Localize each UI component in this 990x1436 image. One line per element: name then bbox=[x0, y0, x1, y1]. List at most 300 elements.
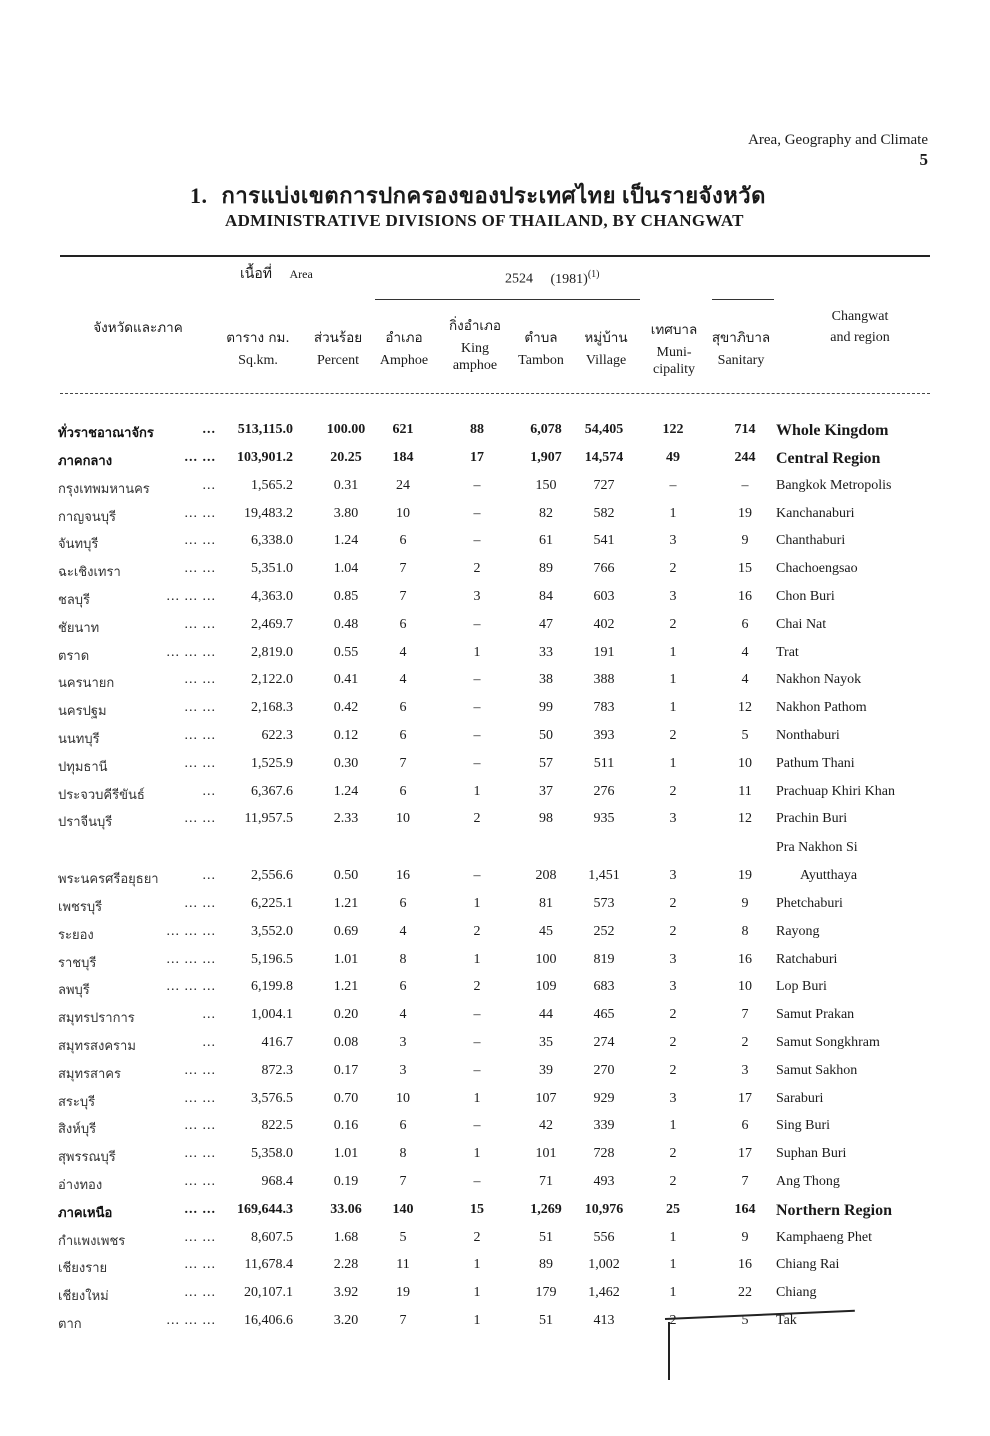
cell-area: 2,819.0 bbox=[251, 644, 293, 660]
cell-king: 1 bbox=[473, 1257, 481, 1273]
cell-king: 17 bbox=[470, 450, 484, 465]
cell-sanitary: 2 bbox=[741, 1035, 749, 1050]
cell-amphoe: 24 bbox=[396, 477, 410, 493]
header-muni-english-2: cipality bbox=[653, 362, 695, 377]
header-sanitary-thai: สุขาภิบาล bbox=[711, 330, 771, 346]
cell-th: ทั่วราชอาณาจักร bbox=[58, 426, 154, 441]
cell-village: 10,976 bbox=[584, 1201, 624, 1217]
cell-muni: 2 bbox=[669, 923, 677, 939]
cell-muni: 2 bbox=[669, 896, 677, 911]
cell-tambon: 82 bbox=[539, 505, 553, 521]
cell-king: – bbox=[473, 1007, 481, 1023]
cell-area: 6,199.8 bbox=[251, 979, 293, 995]
cell-king: 1 bbox=[473, 896, 481, 911]
cell-pct: 1.01 bbox=[333, 951, 359, 967]
table-row bbox=[0, 1091, 990, 1119]
section-name: Area, Geography and Climate bbox=[748, 132, 928, 148]
cell-king: – bbox=[473, 533, 481, 549]
cell-tambon: 150 bbox=[535, 477, 557, 493]
cell-muni: 3 bbox=[669, 951, 677, 967]
cell-dots: ... ... bbox=[184, 700, 216, 716]
cell-tambon: 38 bbox=[539, 672, 553, 688]
cell-amphoe: 7 bbox=[399, 1174, 407, 1189]
table-title-thai bbox=[190, 178, 766, 213]
cell-area: 3,576.5 bbox=[251, 1090, 293, 1106]
cell-area: 19,483.2 bbox=[244, 505, 293, 521]
cell-amphoe: 3 bbox=[399, 1035, 407, 1050]
cell-th: ตราด bbox=[58, 648, 90, 664]
header-area-group bbox=[240, 266, 350, 283]
header-bottom-rule bbox=[60, 393, 930, 394]
cell-tambon: 61 bbox=[539, 533, 553, 549]
cell-th: จันทบุรี bbox=[58, 537, 99, 553]
cell-village: 54,405 bbox=[584, 422, 624, 437]
header-year-english: (1981) bbox=[550, 271, 588, 287]
cell-sanitary: 7 bbox=[741, 1007, 749, 1023]
cell-tambon: 208 bbox=[535, 868, 557, 884]
cell-village: 339 bbox=[593, 1118, 615, 1134]
cell-village: 388 bbox=[593, 672, 615, 688]
cell-sanitary: 10 bbox=[738, 755, 752, 771]
cell-pct: 0.70 bbox=[333, 1090, 359, 1106]
table-row bbox=[0, 756, 990, 784]
table-row bbox=[0, 1230, 990, 1258]
cell-amphoe: 6 bbox=[399, 616, 407, 632]
table-row bbox=[0, 979, 990, 1007]
cell-sanitary: 164 bbox=[734, 1201, 756, 1217]
cell-sanitary: 17 bbox=[738, 1146, 752, 1162]
table-row-region bbox=[0, 422, 990, 450]
cell-en: Chon Buri bbox=[776, 589, 835, 604]
cell-sanitary: 4 bbox=[741, 672, 749, 688]
cell-king: 1 bbox=[473, 1313, 481, 1328]
cell-king: – bbox=[473, 505, 481, 521]
cell-king: – bbox=[473, 755, 481, 771]
cell-en: Samut Songkhram bbox=[776, 1035, 880, 1050]
cell-village: 511 bbox=[593, 755, 615, 771]
cell-sanitary: 8 bbox=[741, 923, 749, 939]
cell-muni: 3 bbox=[669, 868, 677, 884]
cell-en: Bangkok Metropolis bbox=[776, 477, 892, 493]
cell-amphoe: 6 bbox=[399, 979, 407, 995]
cell-pct: 1.21 bbox=[333, 896, 359, 911]
cell-king: – bbox=[473, 1118, 481, 1134]
cell-th: ปทุมธานี bbox=[58, 759, 108, 775]
cell-dots: ... ... bbox=[184, 1257, 216, 1273]
header-region-thai: จังหวัดและภาค bbox=[93, 320, 183, 336]
cell-area: 11,678.4 bbox=[244, 1257, 293, 1273]
cell-sanitary: 19 bbox=[738, 505, 752, 521]
cell-th: ฉะเชิงเทรา bbox=[58, 565, 121, 581]
cell-muni: 3 bbox=[669, 979, 677, 995]
cell-sanitary: 15 bbox=[738, 561, 752, 577]
cell-village: 727 bbox=[593, 477, 615, 493]
cell-th: นครปฐม bbox=[58, 704, 107, 720]
header-sqkm-thai: ตาราง กม. bbox=[226, 330, 290, 346]
cell-area: 1,004.1 bbox=[251, 1007, 293, 1023]
table-row bbox=[0, 924, 990, 952]
cell-king: 2 bbox=[473, 979, 481, 995]
cell-area: 1,525.9 bbox=[251, 755, 293, 771]
header-year bbox=[505, 266, 635, 288]
cell-dots: ... ... bbox=[184, 1174, 216, 1189]
cell-dots: ... bbox=[202, 868, 216, 884]
cell-th: นครนายก bbox=[58, 676, 115, 692]
cell-tambon: 37 bbox=[539, 783, 553, 799]
table-row bbox=[0, 645, 990, 673]
cell-tambon: 100 bbox=[535, 951, 557, 967]
cell-king: 15 bbox=[470, 1201, 484, 1217]
cell-pct: 3.80 bbox=[333, 505, 359, 521]
cell-pct: 0.17 bbox=[333, 1062, 359, 1078]
cell-sanitary: 10 bbox=[738, 979, 752, 995]
cell-pct: 0.30 bbox=[333, 755, 359, 771]
cell-area: 822.5 bbox=[261, 1118, 293, 1134]
cell-muni: 3 bbox=[669, 533, 677, 549]
cell-th: สระบุรี bbox=[58, 1094, 96, 1110]
cell-th: สุพรรณบุรี bbox=[58, 1150, 116, 1166]
cell-sanitary: 9 bbox=[741, 1229, 749, 1245]
cell-dots: ... ... ... bbox=[166, 951, 216, 967]
cell-amphoe: 7 bbox=[399, 755, 407, 771]
header-percent bbox=[300, 330, 376, 369]
cell-dots: ... ... bbox=[184, 1285, 216, 1301]
cell-village: 582 bbox=[593, 505, 615, 521]
cell-area: 968.4 bbox=[261, 1174, 293, 1189]
cell-king: 2 bbox=[473, 561, 481, 577]
header-amphoe bbox=[372, 330, 436, 369]
cell-dots: ... bbox=[202, 783, 216, 799]
table-row bbox=[0, 1035, 990, 1063]
table-row bbox=[0, 1118, 990, 1146]
table-row bbox=[0, 811, 990, 839]
cell-village: 573 bbox=[593, 896, 615, 911]
cell-th: ระยอง bbox=[58, 927, 94, 943]
cell-th: ลพบุรี bbox=[58, 983, 90, 999]
header-footnote: (1) bbox=[587, 269, 600, 280]
cell-tambon: 89 bbox=[539, 561, 553, 577]
cell-amphoe: 7 bbox=[399, 589, 407, 604]
cell-amphoe: 16 bbox=[396, 868, 410, 884]
header-amphoe-english: Amphoe bbox=[379, 353, 429, 368]
header-tambon-english: Tambon bbox=[518, 353, 564, 368]
cell-pct: 1.01 bbox=[333, 1146, 359, 1162]
cell-king: – bbox=[473, 672, 481, 688]
cell-muni: 3 bbox=[669, 589, 677, 604]
cell-pct: 0.42 bbox=[333, 700, 359, 716]
table-row bbox=[0, 1174, 990, 1202]
cell-king: 1 bbox=[473, 951, 481, 967]
cell-en: Chiang bbox=[776, 1285, 817, 1301]
cell-village: 541 bbox=[593, 533, 615, 549]
cell-pct: 0.16 bbox=[333, 1118, 359, 1134]
cell-village: 191 bbox=[593, 644, 615, 660]
table-row bbox=[0, 506, 990, 534]
cell-en: Samut Sakhon bbox=[776, 1062, 858, 1078]
cell-area: 8,607.5 bbox=[251, 1229, 293, 1245]
cell-tambon: 51 bbox=[539, 1229, 553, 1245]
cell-en: Trat bbox=[776, 644, 799, 660]
cell-th: ภาคกลาง bbox=[58, 454, 113, 469]
cell-king: 88 bbox=[470, 422, 484, 437]
header-area-thai: เนื้อที่ bbox=[240, 266, 272, 282]
cell-king: 3 bbox=[473, 589, 481, 604]
cell-en: Central Region bbox=[776, 450, 881, 467]
cell-village: 274 bbox=[593, 1035, 615, 1050]
cell-area: 622.3 bbox=[261, 728, 293, 743]
header-king-thai: กิ่งอำเภอ bbox=[448, 318, 502, 334]
cell-dots: ... ... bbox=[184, 755, 216, 771]
header-percent-english: Percent bbox=[317, 353, 359, 368]
cell-pct: 100.00 bbox=[326, 422, 366, 437]
cell-dots: ... ... bbox=[184, 533, 216, 549]
cell-village: 1,462 bbox=[588, 1285, 620, 1301]
cell-amphoe: 4 bbox=[399, 672, 407, 688]
cell-amphoe: 3 bbox=[399, 1062, 407, 1078]
cell-muni: 2 bbox=[669, 1174, 677, 1189]
cell-amphoe: 11 bbox=[396, 1257, 410, 1273]
cell-sanitary: 16 bbox=[738, 1257, 752, 1273]
cell-amphoe: 140 bbox=[392, 1201, 414, 1217]
cell-village: 465 bbox=[593, 1007, 615, 1023]
cell-muni: 2 bbox=[669, 561, 677, 577]
table-row-region bbox=[0, 1202, 990, 1230]
header-tambon-thai: ตำบล bbox=[524, 330, 558, 346]
cell-muni: 2 bbox=[669, 783, 677, 799]
cell-sanitary: 12 bbox=[738, 700, 752, 716]
cell-pct: 0.41 bbox=[333, 672, 359, 688]
cell-area: 416.7 bbox=[261, 1035, 293, 1050]
cell-muni: 2 bbox=[669, 1007, 677, 1023]
cell-amphoe: 5 bbox=[399, 1229, 407, 1245]
cell-th: เชียงใหม่ bbox=[58, 1289, 109, 1305]
cell-th: ชลบุรี bbox=[58, 593, 91, 608]
cell-th: ภาคเหนือ bbox=[58, 1205, 113, 1221]
cell-area: 6,225.1 bbox=[251, 896, 293, 911]
cell-dots: ... ... bbox=[184, 672, 216, 688]
cell-th: อ่างทอง bbox=[58, 1178, 103, 1193]
cell-area: 20,107.1 bbox=[244, 1285, 293, 1301]
cell-amphoe: 6 bbox=[399, 896, 407, 911]
cell-muni: 1 bbox=[669, 755, 677, 771]
cell-amphoe: 6 bbox=[399, 533, 407, 549]
cell-th: ประจวบคีรีขันธ์ bbox=[58, 787, 145, 803]
cell-village: 270 bbox=[593, 1062, 615, 1078]
cell-area: 2,556.6 bbox=[251, 868, 293, 884]
cell-dots: ... ... bbox=[184, 1146, 216, 1162]
cell-en: Nonthaburi bbox=[776, 728, 840, 743]
cell-dots: ... ... ... bbox=[166, 923, 216, 939]
cell-pct: 20.25 bbox=[330, 450, 362, 465]
cell-th: ชัยนาท bbox=[58, 620, 100, 636]
header-muni-thai: เทศบาล bbox=[650, 322, 698, 338]
cell-sanitary: 11 bbox=[738, 783, 752, 799]
cell-dots: ... ... bbox=[184, 1229, 216, 1245]
table-row bbox=[0, 589, 990, 617]
cell-dots: ... ... bbox=[184, 728, 216, 743]
cell-en: Kamphaeng Phet bbox=[776, 1229, 873, 1245]
cell-area: 2,168.3 bbox=[251, 700, 293, 716]
cell-dots: ... bbox=[202, 1035, 216, 1050]
cell-area: 169,644.3 bbox=[237, 1201, 293, 1217]
cell-pct: 0.48 bbox=[333, 616, 359, 632]
cell-king: – bbox=[473, 728, 481, 743]
cell-sanitary: 19 bbox=[738, 868, 752, 884]
header-changwat-english-1: Changwat bbox=[831, 309, 889, 324]
cell-area: 6,338.0 bbox=[251, 533, 293, 549]
cell-amphoe: 4 bbox=[399, 1007, 407, 1023]
header-percent-thai: ส่วนร้อย bbox=[313, 330, 363, 346]
cell-amphoe: 7 bbox=[399, 561, 407, 577]
cell-village: 783 bbox=[593, 700, 615, 716]
cell-muni: 49 bbox=[666, 450, 680, 465]
cell-pct: 0.08 bbox=[333, 1035, 359, 1050]
cell-pct: 0.50 bbox=[333, 868, 359, 884]
cell-muni: 2 bbox=[669, 1146, 677, 1162]
cell-dots: ... bbox=[202, 477, 216, 493]
cell-en: Ayutthaya bbox=[800, 868, 858, 884]
cell-muni: 1 bbox=[669, 505, 677, 521]
cell-en: Prachuap Khiri Khan bbox=[776, 783, 895, 799]
cell-en: Pathum Thani bbox=[776, 755, 855, 771]
cell-village: 1,002 bbox=[588, 1257, 620, 1273]
table-row bbox=[0, 1313, 990, 1341]
cell-sanitary: – bbox=[741, 477, 749, 493]
cell-amphoe: 621 bbox=[392, 422, 414, 437]
cell-village: 935 bbox=[593, 811, 615, 827]
cell-tambon: 47 bbox=[539, 616, 553, 632]
cell-tambon: 84 bbox=[539, 589, 553, 604]
cell-th: ราชบุรี bbox=[58, 955, 97, 971]
cell-dots: ... ... ... bbox=[166, 644, 216, 660]
cell-th: สมุทรสงคราม bbox=[58, 1039, 136, 1054]
cell-dots: ... ... bbox=[184, 1118, 216, 1134]
cell-en: Suphan Buri bbox=[776, 1146, 847, 1162]
cell-village: 1,451 bbox=[588, 868, 620, 884]
cell-king: 1 bbox=[473, 1285, 481, 1301]
cell-amphoe: 6 bbox=[399, 700, 407, 716]
cell-king: 2 bbox=[473, 811, 481, 827]
cell-king: 1 bbox=[473, 783, 481, 799]
cell-tambon: 50 bbox=[539, 728, 553, 743]
cell-area: 2,469.7 bbox=[251, 616, 293, 632]
cell-dots: ... ... bbox=[184, 811, 216, 827]
cell-tambon: 89 bbox=[539, 1257, 553, 1273]
cell-area: 11,957.5 bbox=[244, 811, 293, 827]
header-sanitary-english: Sanitary bbox=[717, 353, 765, 368]
table-row bbox=[0, 1007, 990, 1035]
cell-tambon: 51 bbox=[539, 1313, 553, 1328]
cell-en: Tak bbox=[776, 1313, 797, 1328]
page-number: 5 bbox=[919, 150, 928, 169]
cell-th: กาญจนบุรี bbox=[58, 509, 116, 525]
cell-tambon: 81 bbox=[539, 896, 553, 911]
table-top-rule bbox=[60, 255, 930, 257]
table-row bbox=[0, 952, 990, 980]
cell-th: สมุทรสาคร bbox=[58, 1066, 121, 1082]
cell-king: – bbox=[473, 1174, 481, 1189]
cell-en: Sing Buri bbox=[776, 1118, 831, 1134]
cell-en: Nakhon Pathom bbox=[776, 700, 867, 716]
cell-village: 683 bbox=[593, 979, 615, 995]
cell-area: 16,406.6 bbox=[244, 1313, 293, 1328]
cell-area: 5,351.0 bbox=[251, 561, 293, 577]
cell-muni: – bbox=[669, 477, 677, 493]
cell-king: 2 bbox=[473, 1229, 481, 1245]
cell-village: 929 bbox=[593, 1090, 615, 1106]
cell-muni: 1 bbox=[669, 1257, 677, 1273]
cell-tambon: 109 bbox=[535, 979, 557, 995]
table-row bbox=[0, 784, 990, 812]
cell-muni: 2 bbox=[669, 1062, 677, 1078]
cell-amphoe: 10 bbox=[396, 1090, 410, 1106]
table-row bbox=[0, 1257, 990, 1285]
cell-sanitary: 7 bbox=[741, 1174, 749, 1189]
cell-pct: 0.31 bbox=[333, 477, 359, 493]
cell-amphoe: 6 bbox=[399, 728, 407, 743]
cell-th: เชียงราย bbox=[58, 1261, 108, 1277]
header-changwat-english-2: and region bbox=[830, 330, 890, 345]
cell-sanitary: 16 bbox=[738, 589, 752, 604]
cell-tambon: 71 bbox=[539, 1174, 553, 1189]
cell-tambon: 57 bbox=[539, 755, 553, 771]
table-row bbox=[0, 561, 990, 589]
cell-en: Northern Region bbox=[776, 1201, 892, 1219]
cell-muni: 3 bbox=[669, 1090, 677, 1106]
cell-king: 1 bbox=[473, 1146, 481, 1162]
header-king-amphoe bbox=[437, 318, 513, 374]
cell-amphoe: 8 bbox=[399, 951, 407, 967]
cell-village: 766 bbox=[593, 561, 615, 577]
cell-en: Chanthaburi bbox=[776, 533, 846, 549]
cell-area: 5,358.0 bbox=[251, 1146, 293, 1162]
cell-pct: 1.68 bbox=[333, 1229, 359, 1245]
cell-village: 402 bbox=[593, 616, 615, 632]
cell-pct: 0.55 bbox=[333, 644, 359, 660]
cell-dots: ... ... bbox=[184, 561, 216, 577]
running-head bbox=[748, 130, 928, 170]
cell-muni: 2 bbox=[669, 1035, 677, 1050]
cell-en: Phetchaburi bbox=[776, 896, 843, 911]
cell-sanitary: 12 bbox=[738, 811, 752, 827]
cell-en: Rayong bbox=[776, 923, 820, 939]
cell-tambon: 44 bbox=[539, 1007, 553, 1023]
cell-area: 513,115.0 bbox=[237, 422, 293, 437]
table-title-english: ADMINISTRATIVE DIVISIONS OF THAILAND, BY CHANGWAT bbox=[225, 211, 744, 230]
header-village bbox=[574, 330, 638, 369]
table-number: 1. bbox=[190, 183, 208, 208]
table-row bbox=[0, 1146, 990, 1174]
cell-pct: 2.33 bbox=[333, 811, 359, 827]
cell-dots: ... ... ... bbox=[166, 589, 216, 604]
cell-pct: 0.20 bbox=[333, 1007, 359, 1023]
cell-muni: 25 bbox=[666, 1201, 680, 1217]
cell-amphoe: 19 bbox=[396, 1285, 410, 1301]
header-year-thai: 2524 bbox=[505, 271, 533, 287]
cell-dots: ... ... bbox=[184, 1090, 216, 1106]
cell-muni: 1 bbox=[669, 672, 677, 688]
cell-muni: 2 bbox=[669, 1313, 677, 1328]
cell-muni: 1 bbox=[669, 700, 677, 716]
cell-village: 819 bbox=[593, 951, 615, 967]
cell-pct: 3.92 bbox=[333, 1285, 359, 1301]
cell-area: 872.3 bbox=[261, 1062, 293, 1078]
cell-amphoe: 184 bbox=[392, 450, 414, 465]
cell-king: – bbox=[473, 1035, 481, 1050]
cell-area: 5,196.5 bbox=[251, 951, 293, 967]
cell-tambon: 35 bbox=[539, 1035, 553, 1050]
cell-pct: 0.19 bbox=[333, 1174, 359, 1189]
